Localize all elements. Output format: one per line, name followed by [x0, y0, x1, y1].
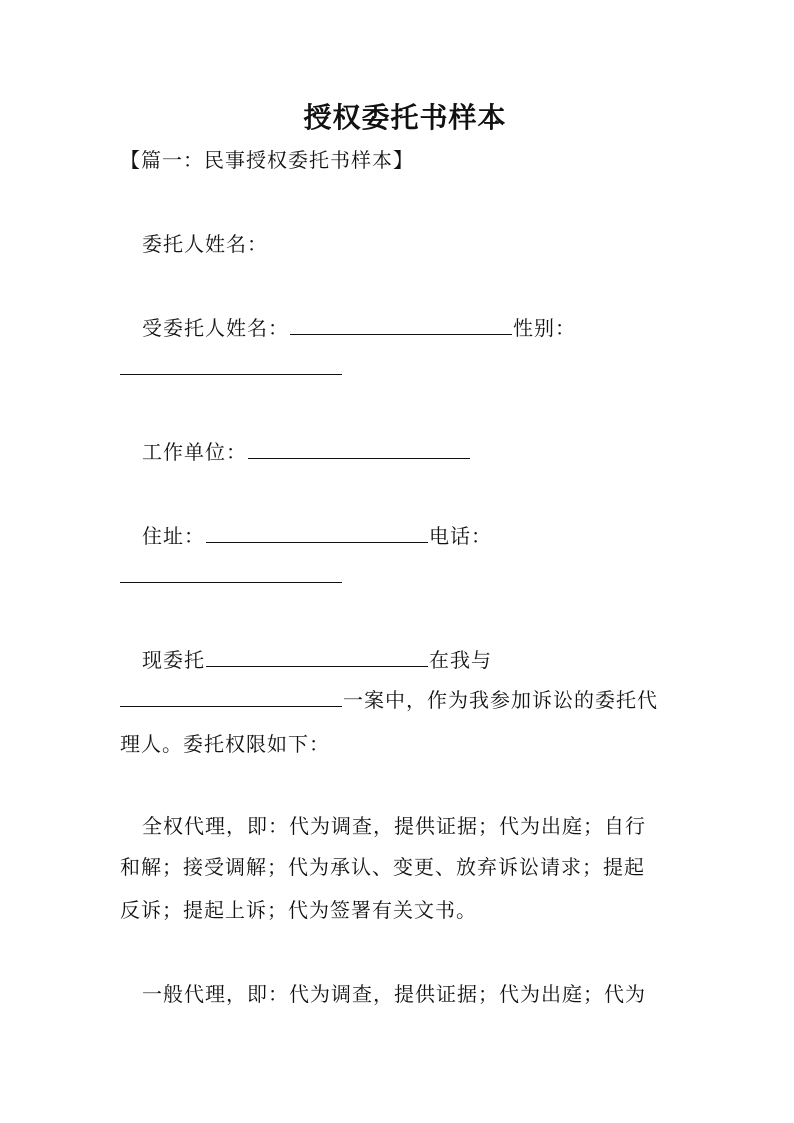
gender-blank[interactable] [120, 352, 342, 375]
general-agency-line-1: 一般代理，即：代为调查，提供证据；代为出庭；代为 [142, 982, 646, 1006]
address-row [142, 522, 492, 550]
phone-blank-row [120, 560, 342, 583]
agent-name-label: 受委托人姓名： [142, 316, 289, 340]
work-unit-label: 工作单位： [142, 440, 247, 464]
section-heading: 【篇一：民事授权委托书样本】 [120, 148, 414, 172]
entrust-middle: 在我与 [429, 648, 492, 672]
document-title: 授权委托书样本 [303, 101, 507, 134]
entrust-row-1 [142, 646, 492, 674]
principal-name-field [142, 230, 268, 258]
agent-name-row [142, 314, 576, 342]
entrust-row-2 [120, 686, 658, 714]
full-agency-line-2: 和解；接受调解；代为承认、变更、放弃诉讼请求；提起 [120, 855, 645, 879]
phone-label: 电话： [429, 524, 492, 548]
address-blank[interactable] [206, 522, 428, 543]
case-party-blank[interactable] [120, 686, 342, 707]
work-unit-row [142, 438, 471, 466]
entrusted-person-blank[interactable] [206, 646, 428, 667]
entrust-row-3: 理人。委托权限如下： [120, 732, 330, 756]
gender-blank-row [120, 352, 342, 375]
agent-name-blank[interactable] [290, 314, 512, 335]
entrust-prefix: 现委托 [142, 648, 205, 672]
address-label: 住址： [142, 524, 205, 548]
work-unit-blank[interactable] [248, 438, 470, 459]
entrust-suffix: 一案中，作为我参加诉讼的委托代 [343, 688, 658, 712]
phone-blank[interactable] [120, 560, 342, 583]
gender-label: 性别： [513, 316, 576, 340]
full-agency-line-3: 反诉；提起上诉；代为签署有关文书。 [120, 898, 477, 922]
full-agency-line-1: 全权代理，即：代为调查，提供证据；代为出庭；自行 [142, 814, 646, 838]
principal-name-label: 委托人姓名： [142, 232, 268, 256]
